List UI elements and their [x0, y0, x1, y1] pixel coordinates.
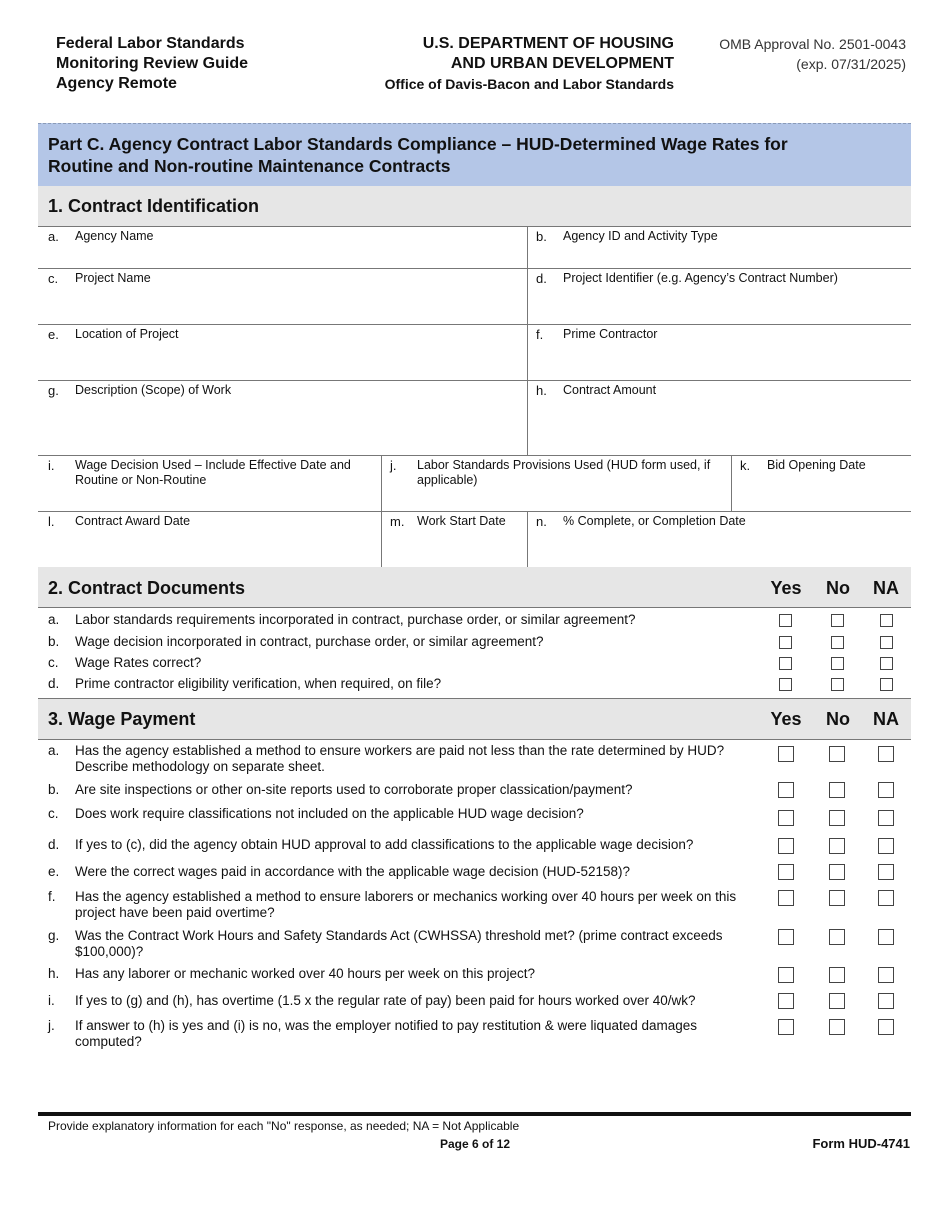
yes-checkbox[interactable] — [778, 993, 794, 1009]
question-letter: a. — [48, 612, 60, 627]
field-letter: c. — [48, 271, 59, 286]
question-text: Were the correct wages paid in accordance with the applicable wage decision (HUD-52158)? — [75, 864, 631, 879]
field-letter: h. — [536, 383, 547, 398]
no-checkbox[interactable] — [829, 810, 845, 826]
na-checkbox[interactable] — [878, 838, 894, 854]
yes-checkbox[interactable] — [778, 746, 794, 762]
question-text: Are site inspections or other on-site reports used to corroborate proper classication/payment? — [75, 782, 633, 797]
na-checkbox[interactable] — [878, 1019, 894, 1035]
agency-title — [300, 34, 674, 94]
section-2-header — [38, 567, 911, 607]
na-checkbox[interactable] — [880, 636, 893, 649]
field-letter: k. — [740, 458, 751, 473]
na-checkbox[interactable] — [878, 782, 894, 798]
part-title-line-1: Part C. Agency Contract Labor Standards Compliance – HUD-Determined Wage Rates for — [48, 134, 788, 154]
field-letter: g. — [48, 383, 59, 398]
question-letter: b. — [48, 782, 60, 797]
field-letter: n. — [536, 514, 547, 529]
na-checkbox[interactable] — [880, 614, 893, 627]
form-number: Form HUD-4741 — [812, 1136, 910, 1151]
grid-line — [38, 380, 911, 381]
no-checkbox[interactable] — [829, 746, 845, 762]
field-label: Project Name — [75, 271, 151, 285]
footer-rule — [38, 1112, 911, 1116]
no-column-header: No — [826, 578, 850, 598]
grid-line — [38, 511, 911, 512]
question-text: Has the agency established a method to ensure laborers or mechanics working over 40 hours per week on this project have been paid overtime? — [75, 889, 737, 920]
question-letter: d. — [48, 837, 60, 852]
na-checkbox[interactable] — [880, 657, 893, 670]
field-letter: b. — [536, 229, 547, 244]
field-letter: m. — [390, 514, 405, 529]
grid-line — [527, 511, 528, 567]
question-letter: e. — [48, 864, 60, 879]
omb-expiration: (exp. 07/31/2025) — [796, 56, 906, 72]
question-text: Has any laborer or mechanic worked over 40 hours per week on this project? — [75, 966, 535, 981]
no-checkbox[interactable] — [829, 929, 845, 945]
field-label: Contract Award Date — [75, 514, 191, 528]
agency-line-2: AND URBAN DEVELOPMENT — [450, 55, 674, 72]
no-checkbox[interactable] — [831, 678, 844, 691]
question-text: If answer to (h) is yes and (i) is no, was the employer notified to pay restitution & were liquated damages computed? — [75, 1018, 698, 1049]
field-letter: i. — [48, 458, 55, 473]
field-label: Project Identifier (e.g. Agency’s Contract Number) — [563, 271, 838, 285]
na-checkbox[interactable] — [878, 746, 894, 762]
part-title-line-2: Routine and Non-routine Maintenance Contracts — [48, 156, 451, 176]
field-label: % Complete, or Completion Date — [563, 514, 746, 528]
field-label: Work Start Date — [417, 514, 506, 528]
field-label: Agency Name — [75, 229, 154, 243]
section-1-header — [38, 186, 911, 226]
question-letter: b. — [48, 634, 60, 649]
yes-column-header: Yes — [770, 578, 802, 598]
grid-line — [38, 607, 911, 608]
grid-line — [38, 324, 911, 325]
na-checkbox[interactable] — [878, 890, 894, 906]
agency-line-1: U.S. DEPARTMENT OF HOUSING — [422, 35, 674, 52]
na-column-header: NA — [873, 578, 899, 598]
question-text: Does work require classifications not included on the applicable HUD wage decision? — [75, 806, 584, 821]
field-label: Prime Contractor — [563, 327, 658, 341]
office-name: Office of Davis-Bacon and Labor Standards — [384, 76, 674, 92]
yes-checkbox[interactable] — [779, 614, 792, 627]
question-letter: h. — [48, 966, 60, 981]
series-line-2: Monitoring Review Guide — [56, 55, 249, 72]
grid-line — [38, 226, 911, 227]
section-3-title: 3. Wage Payment — [48, 709, 196, 729]
field-letter: l. — [48, 514, 55, 529]
question-text: Wage Rates correct? — [75, 655, 202, 670]
question-letter: f. — [48, 889, 56, 904]
na-checkbox[interactable] — [878, 810, 894, 826]
no-checkbox[interactable] — [829, 864, 845, 880]
no-checkbox[interactable] — [829, 782, 845, 798]
field-letter: d. — [536, 271, 547, 286]
yes-checkbox[interactable] — [778, 1019, 794, 1035]
question-letter: d. — [48, 676, 60, 691]
no-checkbox[interactable] — [829, 1019, 845, 1035]
yes-checkbox[interactable] — [778, 890, 794, 906]
yes-checkbox[interactable] — [779, 678, 792, 691]
yes-checkbox[interactable] — [779, 657, 792, 670]
grid-line — [731, 455, 732, 511]
no-checkbox[interactable] — [831, 657, 844, 670]
field-letter: j. — [390, 458, 397, 473]
field-label: Labor Standards Provisions Used (HUD form used, if applicable) — [417, 458, 711, 487]
no-checkbox[interactable] — [829, 890, 845, 906]
form-series-title — [56, 34, 248, 94]
section-3-header — [38, 699, 911, 739]
yes-checkbox[interactable] — [778, 864, 794, 880]
question-text: If yes to (g) and (h), has overtime (1.5 x the regular rate of pay) been paid for hours worked over 40/wk? — [75, 993, 696, 1008]
yes-checkbox[interactable] — [778, 929, 794, 945]
na-checkbox[interactable] — [878, 993, 894, 1009]
question-text: Wage decision incorporated in contract, purchase order, or similar agreement? — [75, 634, 544, 649]
question-text: Has the agency established a method to ensure workers are paid not less than the rate determined by HUD? Describe methodology on separate sheet. — [75, 743, 725, 774]
grid-line — [527, 226, 528, 455]
grid-line — [38, 739, 911, 740]
footer-note: Provide explanatory information for each "No" response, as needed; NA = Not Applicable — [48, 1119, 520, 1133]
no-checkbox[interactable] — [829, 993, 845, 1009]
field-label: Agency ID and Activity Type — [563, 229, 718, 243]
question-letter: c. — [48, 806, 59, 821]
question-letter: g. — [48, 928, 60, 943]
field-letter: a. — [48, 229, 59, 244]
section-1-title: 1. Contract Identification — [48, 196, 260, 216]
section-2-title: 2. Contract Documents — [48, 578, 246, 598]
yes-checkbox[interactable] — [779, 636, 792, 649]
omb-number: OMB Approval No. 2501-0043 — [719, 36, 906, 52]
yes-checkbox[interactable] — [778, 838, 794, 854]
na-checkbox[interactable] — [878, 864, 894, 880]
question-text: If yes to (c), did the agency obtain HUD approval to add classifications to the applicable wage decision? — [75, 837, 694, 852]
na-column-header: NA — [873, 709, 899, 729]
na-checkbox[interactable] — [878, 929, 894, 945]
question-letter: a. — [48, 743, 60, 758]
page-number: Page 6 of 12 — [439, 1137, 511, 1151]
no-checkbox[interactable] — [831, 636, 844, 649]
field-letter: e. — [48, 327, 59, 342]
yes-checkbox[interactable] — [778, 782, 794, 798]
grid-line — [38, 268, 911, 269]
question-letter: c. — [48, 655, 59, 670]
field-label: Description (Scope) of Work — [75, 383, 232, 397]
grid-line — [381, 455, 382, 567]
series-line-3: Agency Remote — [56, 75, 177, 92]
na-checkbox[interactable] — [880, 678, 893, 691]
grid-line — [38, 455, 911, 456]
yes-checkbox[interactable] — [778, 810, 794, 826]
yes-column-header: Yes — [770, 709, 802, 729]
omb-approval — [680, 34, 906, 74]
no-checkbox[interactable] — [829, 838, 845, 854]
field-label: Contract Amount — [563, 383, 657, 397]
field-letter: f. — [536, 327, 544, 342]
question-text: Prime contractor eligibility verification, when required, on file? — [75, 676, 442, 691]
no-checkbox[interactable] — [829, 967, 845, 983]
field-label: Wage Decision Used – Include Effective Date and Routine or Non-Routine — [75, 458, 351, 487]
question-letter: j. — [48, 1018, 55, 1033]
question-text: Was the Contract Work Hours and Safety Standards Act (CWHSSA) threshold met? (prime contract exceeds $100,000)? — [75, 928, 723, 959]
question-text: Labor standards requirements incorporated in contract, purchase order, or similar agreement? — [75, 612, 636, 627]
question-letter: i. — [48, 993, 55, 1008]
part-title-band — [38, 123, 911, 186]
field-label: Location of Project — [75, 327, 179, 341]
na-checkbox[interactable] — [878, 967, 894, 983]
no-checkbox[interactable] — [831, 614, 844, 627]
no-column-header: No — [826, 709, 850, 729]
yes-checkbox[interactable] — [778, 967, 794, 983]
series-line-1: Federal Labor Standards — [56, 35, 245, 52]
field-label: Bid Opening Date — [767, 458, 866, 472]
